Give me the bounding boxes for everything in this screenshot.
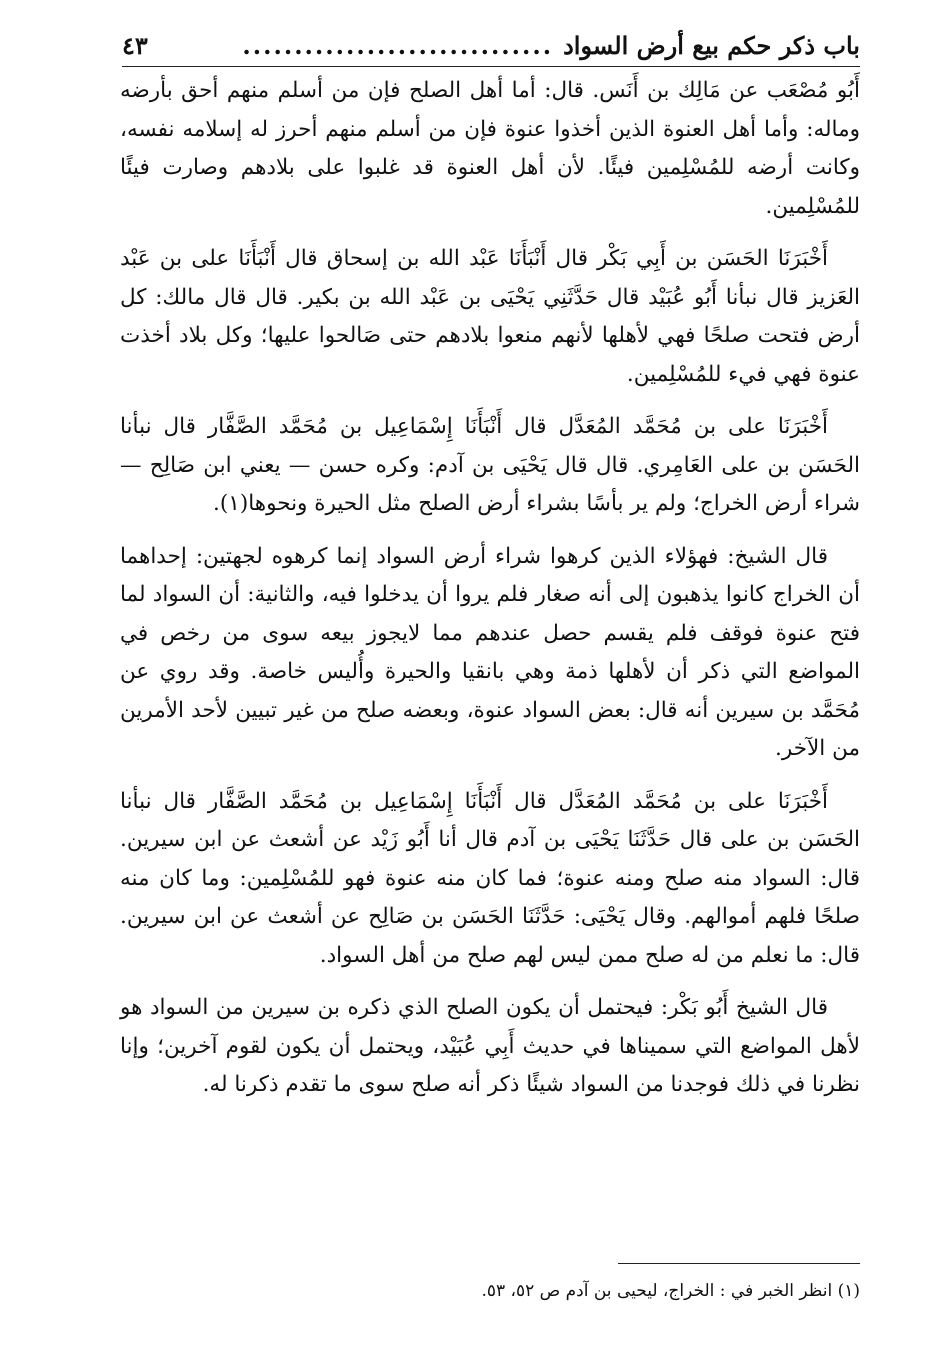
paragraph: أَخْبَرَنَا على بن مُحَمَّد المُعَدَّل قال أَنْبَأَنَا إِسْمَاعِيل بن مُحَمَّد الصَّفَّار قال نبأنا الحَسَن بن على قال حَدَّثَنَا يَحْيَى بن آدم قال أنا أَبُو زَيْد عن أشعث عن ابن سيرين. قال: السواد منه صلح ومنه عنوة؛ فما كان منه عنوة فهو للمُسْلِمين: وما كان منه صلحًا فلهم أموالهم. وقال يَحْيَى: حَدَّثَنَا الحَسَن بن صَالِح عن أشعث عن ابن سيرين. قال: ما نعلم من له صلح ممن ليس لهم صلح من أهل السواد. xyxy=(120,788,860,968)
paragraph: قال الشيخ أَبُو بَكْر: فيحتمل أن يكون الصلح الذي ذكره بن سيرين من السواد هو لأهل المواضع التي سميناها في حديث أَبِي عُبَيْد، ويحتمل أن يكون لقوم آخرين؛ وإنا نظرنا في ذلك فوجدنا من السواد شيئًا ذكر أنه صلح سوى ما تقدم ذكرنا له. xyxy=(120,995,860,1097)
leader-dots: .............................. xyxy=(242,30,554,60)
main-text xyxy=(120,72,860,1119)
page-number: ٤٣ xyxy=(122,30,148,60)
paragraph: قال الشيخ: فهؤلاء الذين كرهوا شراء أرض السواد إنما كرهوه لجهتين: إحداهما أن الخراج كانوا يذهبون إلى أنه صغار فلم يروا أن يدخلوا فيه، والثانية: أن السواد لما فتح عنوة فوقف فلم يقسم حصل عندهم مما لايجوز بيعه سوى من رخص في المواضع التي ذكر أن لأهلها ذمة وهي بانقيا والحيرة وأُليس خاصة. وقد روي عن مُحَمَّد بن سيرين أنه قال: بعض السواد عنوة، وبعضه صلح من غير تبيين لأحد الأمرين من الآخر. xyxy=(120,543,860,761)
chapter-title: باب ذكر حكم بيع أرض السواد xyxy=(563,30,860,60)
header-rule xyxy=(122,66,860,67)
paragraph: أَبُو مُصْعَب عن مَالِك بن أَنَس. قال: أما أهل الصلح فإن من أسلم منهم أحق بأرضه وماله: وأما أهل العنوة الذين أخذوا عنوة فإن من أسلم منهم أحرز له إسلامه نفسه، وكانت أرضه للمُسْلِمين فيئًا. لأن أهل العنوة قد غلبوا على بلادهم وصارت فيئًا للمُسْلِمين. xyxy=(120,78,860,219)
paragraph: أَخْبَرَنَا على بن مُحَمَّد المُعَدَّل قال أَنْبَأَنَا إِسْمَاعِيل بن مُحَمَّد الصَّفَّار قال نبأنا الحَسَن بن على العَامِري. قال قال يَحْيَى بن آدم: وكره حسن — يعني ابن صَالِح — شراء أرض الخراج؛ ولم ير بأسًا بشراء أرض الصلح مثل الحيرة ونحوها(١). xyxy=(120,414,860,516)
running-header xyxy=(122,26,860,64)
footnote: (١) انظر الخبر في : الخراج، ليحيى بن آدم ص ٥٢، ٥٣. xyxy=(481,1281,860,1301)
footnote-rule xyxy=(618,1263,860,1264)
paragraph: أَخْبَرَنَا الحَسَن بن أَبِي بَكْر قال أَنْبَأَنَا عَبْد الله بن إسحاق قال أَنْبَأَنَا على بن عَبْد العَزيز قال نبأنا أَبُو عُبَيْد قال حَدَّثَنِي يَحْيَى بن عَبْد الله بن بكير. قال قال مالك: كل أرض فتحت صلحًا فهي لأهلها لأنهم منعوا بلادهم حتى صَالحوا عليها؛ وكل بلاد أخذت عنوة فهي فيء للمُسْلِمين. xyxy=(120,246,860,387)
